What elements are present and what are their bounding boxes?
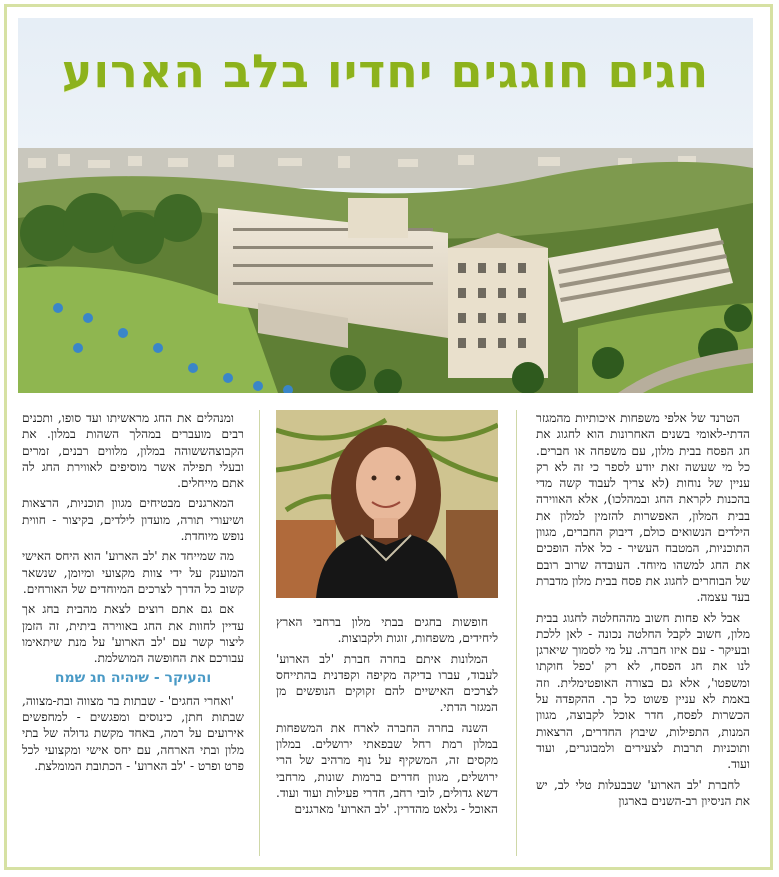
- paragraph: ומנהלים את החג מראשיתו ועד סופו, ותכנים רבים מועברים במהלך השהות במלון. את הקבוצהששוהה במלון, מלווים רבנים, זמרים ובעלי תפילה אשר מוסיפים לאווירת החג לה אתם מייחלים.: [22, 411, 244, 491]
- paragraph: המארגנים מבטיחים מגוון תוכניות, הרצאות ושיעורי תורה, מועדון לילדים, בקיצור - חווית נופש מיוחדת.: [22, 496, 244, 544]
- hotel-photo: [18, 18, 753, 393]
- portrait-photo: [276, 410, 498, 598]
- paragraph: לחברת 'לב הארוע' שבבעלות טלי לב, יש את הניסיון רב-השנים בארגון: [536, 777, 750, 808]
- article-title: חגים חוגגים יחדיו בלב הארוע: [61, 44, 710, 98]
- column-divider: [259, 410, 260, 856]
- article-column-right: [536, 410, 750, 813]
- paragraph: הטרנד של אלפי משפחות איכותיות מהמגזר הדתי-לאומי בשנים האחרונות הוא לחגוג את חג הפסח בבית מלון, עם משפחה או חברים. כל מי שעשה זאת יודע לספר כי זה לא רק עניין של נוחות (לא צריך לעבוד קשה מדי בהכנות לקראת החג ובמהלכו), אלא האווירה בבית המלון, האפשרות להזמין למלון את הילדים הנשואים כולם, דיבוק החברים, מגוון התוכניות, המטבח העשיר - כל אלה הופכים את החג למשהו מיוחד. העובדה שרוב רובם של הבוחרים לחגוג את פסח בבית מלון מדברת בעד עצמה.: [536, 411, 750, 605]
- paragraph: השנה בחרה החברה לארח את המשפחות במלון רמת רחל שבפאתי ירושלים. במלון מקסים זה, המשקיף על נוף מרהיב של הרי ירושלים, מגוון חדרים ברמות שונות, מרחבי דשא גדולים, לובי רחב, חדרי פעילות ועוד ועוד. האוכל - גלאט מהדרין. 'לב הארוע' מארגנים: [276, 720, 498, 817]
- paragraph: 'ואחרי החגים' - שבתות בר מצווה ובת-מצווה, שבתות חתן, כינוסים ומפגשים - למחפשים אירועים על רמה, באחד מקשת גדולה של בתי מלון ובתי הארחה, עם יחס אישי ומקצועי לכל פרט ופרט - 'לב הארוע' - הכתובת המומלצת.: [22, 693, 244, 773]
- paragraph: אם גם אתם רוצים לצאת מהבית בחג אך עדיין לחוות את החג באווירה ביתית, זה הזמן ליצור קשר עם 'לב הארוע' על מנת שיתאימו עבורכם את החופשה המושלמת.: [22, 602, 244, 666]
- article-column-middle: [276, 614, 498, 822]
- section-subhead: והעיקר - שיהיה חג שמח: [54, 670, 212, 687]
- paragraph: אבל לא פחות חשוב מההחלטה לחגוג בבית מלון, חשוב לקבל החלטה נכונה - לאן ללכת ובעיקר - עם איזו חברה. על מי לסמוך שיארגן לנו את חג הפסח, לא רק 'כפל חוקתו ומשפטו', אלא גם בצורה האופטימלית. וזה באמת לא עניין פשוט כל כך. ההקפדה על הכשרות לפסח, חדר אוכל לקבוצה, מגוון המנות, התפילות, שיבוץ החדרים, הרצאות ותוכניות תרבות לצעירים ולמבוגרים, ועוד ועוד.: [536, 610, 750, 772]
- paragraph: המלונות איתם בחרה חברת 'לב הארוע' לעבוד, עברו בדיקה מקיפה וקפדנית בהתייחס לצרכים האישיים להם זקוקים הנופשים מן המגזר הדתי.: [276, 651, 498, 715]
- paragraph: חופשות בחגים בבתי מלון ברחבי הארץ ליחידים, משפחות, זוגות ולקבוצות.: [276, 615, 498, 646]
- article-column-left: [22, 410, 244, 778]
- paragraph: מה שמייחד את 'לב הארוע' הוא היחס האישי המוענק על ידי צוות מקצועי ומיומן, שנשאר קשוב כל הדרך לצרכים המיוחדים של האורחים.: [22, 549, 244, 596]
- column-divider: [516, 410, 517, 856]
